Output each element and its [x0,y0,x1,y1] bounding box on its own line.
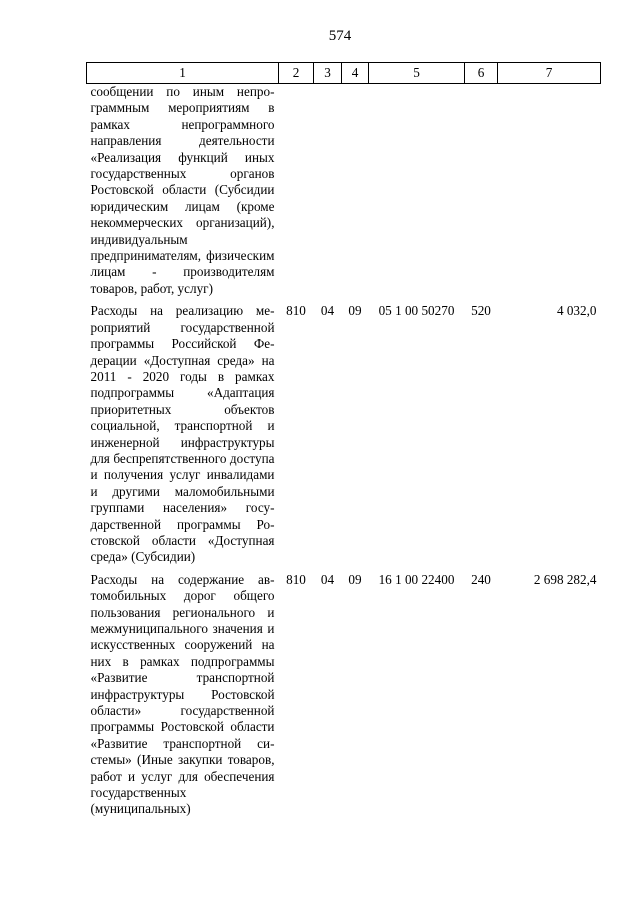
row-amount [498,84,601,304]
row-target-article: 16 1 00 22400 [378,571,455,587]
table-row [87,84,601,304]
row-ministry-code: 810 [286,571,306,587]
row-amount: 4 032,0 [556,303,597,319]
row-target-article: 05 1 00 50270 [378,303,455,319]
column-header-3: 3 [314,63,342,84]
budget-table [86,62,601,824]
column-header-2: 2 [279,63,314,84]
row-section-code: 04 [320,303,335,319]
row-section-code: 04 [320,571,335,587]
table-row [87,303,601,572]
column-header-7: 7 [498,63,601,84]
row-ministry-code [279,84,314,304]
row-description: сообщении по иным непрограммным мероприятиям в рамках непрограммного направления деятельности «Реализация функций иных государственных органов Ростовской области (Субсидии юридическим лицам (кроме некоммерческих организаций), индивидуальным предпринимателям, физическим лицам - производителям товаров, работ, услуг) [90,84,275,296]
column-header-1: 1 [87,63,279,84]
row-expense-type: 240 [471,571,491,587]
table-row [87,572,601,824]
table-header-row [87,63,601,84]
page-number: 574 [328,28,352,44]
column-header-5: 5 [369,63,465,84]
row-amount: 2 698 282,4 [533,571,597,587]
row-description: Расходы на реализацию мероприятий государственной программы Российской Федерации «Доступная среда» на 2011 - 2020 годы в рамках подпрограммы «Адаптация приоритетных объектов социальной, транспортной и инженерной инфраструктуры для беспрепятственного доступа и получения услуг инвалидами и другими маломобильными группами населения» государственной программы Ростовской области «Доступная среда» (Субсидии) [90,303,275,565]
row-section-code [314,84,342,304]
row-expense-type: 520 [471,303,491,319]
row-ministry-code: 810 [286,303,306,319]
row-expense-type [465,84,498,304]
row-subsection-code [342,84,369,304]
column-header-4: 4 [342,63,369,84]
row-subsection-code: 09 [348,303,362,319]
row-description: Расходы на содержание автомобильных дорог общего пользования регионального и межмуниципального значения и искусственных сооружений на них в рамках подпрограммы «Развитие транспортной инфраструктуры Ростовской области» государственной программы Ростовской области «Развитие транспортной системы» (Иные закупки товаров, работ и услуг для обеспечения государственных (муниципальных) [90,571,275,817]
row-subsection-code: 09 [348,571,362,587]
column-header-6: 6 [465,63,498,84]
row-target-article [369,84,465,304]
